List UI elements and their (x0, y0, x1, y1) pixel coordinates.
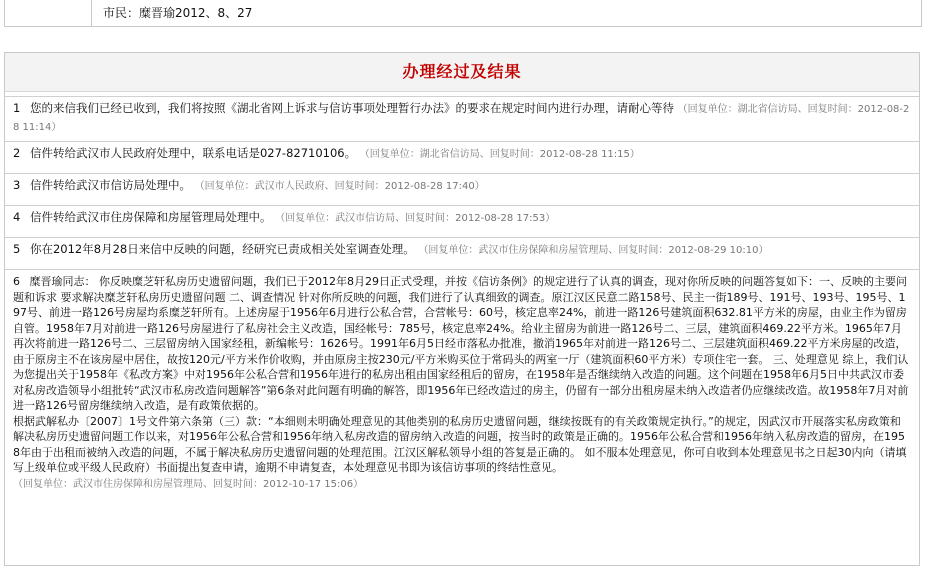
entry-number: 1 (13, 101, 21, 115)
citizen-row-label-cell (5, 0, 92, 26)
entry-meta: （回复单位：湖北省信访局、回复时间：2012-08-28 11:15） (359, 149, 640, 160)
entry-number: 3 (13, 178, 21, 192)
entry-text: 信件转给武汉市住房保障和房屋管理局处理中。 (29, 210, 272, 224)
entry-text: 您的来信我们已经已收到，我们将按照《湖北省网上诉求与信访事项处理暂行办法》的要求在规定时间内进行办理，请耐心等待 (29, 101, 674, 115)
entry-number: 6 (13, 275, 20, 288)
entry-meta: （回复单位：湖北省信访局、回复时间：2012-08-28 11:14） (13, 104, 910, 133)
entry-meta: （回复单位：武汉市信访局、回复时间：2012-08-28 17:53） (275, 213, 556, 224)
entry-meta: （回复单位：武汉市住房保障和房屋管理局、回复时间：2012-08-29 10:10） (418, 245, 769, 256)
entry-meta: （回复单位：武汉市住房保障和房屋管理局、回复时间：2012-10-17 15:06） (13, 478, 364, 490)
citizen-signature: 市民：糜晋瑜2012、8、27 (103, 6, 253, 20)
reply-entry (5, 141, 919, 173)
entry-text: 信件转给武汉市信访局处理中。 (29, 178, 191, 192)
entry-number: 5 (13, 242, 21, 256)
reply-entry (5, 205, 919, 237)
entry-text: 你在2012年8月28日来信中反映的问题，经研究已责成相关处室调查处理。 (29, 242, 415, 256)
reply-entry (5, 237, 919, 269)
entry-number: 4 (13, 210, 21, 224)
citizen-row (4, 0, 922, 27)
entry-meta: （回复单位：武汉市人民政府、回复时间：2012-08-28 17:40） (194, 181, 485, 192)
reply-entry (5, 269, 919, 496)
entry-text-continued: 根据武解私办〔2007〕1号文件第六条第（三）款：“本细则未明确处理意见的其他类别的私房历史遗留问题，继续按既有的有关政策规定执行。”的规定，因武汉市开展落实私房政策和解决私房历史遗留问题工作以来，对1956年公私合营和1956年纳入私房改造的留房纳入改造的问题，按当时的政策是正确的。1956年公私合营和1956年纳入私房改造的留房，在1958年由于出租而被纳入改造的问题，不属于解决私房历史遗留问题的处理范围。江汉区解私领导小组的答复是正确的。 如不服本处理意见，你可自收到本处理意见书之日起30内向（请填写上级单位或平级人民政府）书面提出复查申请，逾期不申请复查，本处理意见书即为该信访事项的终结性意见。 (13, 414, 907, 474)
process-result-panel (4, 52, 920, 566)
reply-entry (5, 173, 919, 205)
entry-number: 2 (13, 146, 21, 160)
reply-entry (5, 96, 919, 141)
entry-text: 信件转给武汉市人民政府处理中，联系电话是027-82710106。 (29, 146, 357, 160)
entry-text: 糜晋瑜同志： 你反映糜芝轩私房历史遗留问题，我们已于2012年8月29日正式受理，并按《信访条例》的规定进行了认真的调查，现对你所反映的问题答复如下：一、反映的主要问题和诉求 要求解决糜芝轩私房历史遗留问题 二、调查情况 针对你所反映的问题，我们进行了认真细致的调查。原江汉区民意二路158号、民主一街189号、191号、193号、195号、197号、前进一路126号房屋均系糜芝轩所有。上述房屋于1956年6月进行公私合营，合营帐号：60号，核定息率24%，前进一路126号建筑面积632.81平方米的房屋，由业主作为留房自管。1958年7月对前进一路126号房屋进行了私房社会主义改造，国经帐号：785号，核定息率24%。给业主留房为前进一路126号二、三层，建筑面积469.22平方米。1965年7月再次将前进一路126号二、三层留房纳入国家经租，新编帐号：1626号。1991年6月5日经市落私办批准，撤消1965年对前进一路126号二、三层建筑面积469.22平方米房屋的改造，由于原房主不在该房屋中居住，故按120元/平方米作价收购，并由原房主按230元/平方米购买位于常码头的两室一厅（建筑面积60平方米）专项住宅一套。 三、处理意见 综上，我们认为您提出关于1958年《私改方案》中对1956年公私合营和1956年进行的私房出租由国家经租后的留房，在1958年是否继续纳入改造的问题。这个问题在1958年6月5日中共武汉市委对私房改造领导小组批转“武汉市私房改造问题解答”第6条对此问题有明确的解答，即1956年已经改造过的房主，仍留有一部分出租房屋未纳入改造者仍应继续改造。故1958年7月对前进一路126号留房继续纳入改造，是有政策依据的。 (13, 275, 909, 412)
panel-title: 办理经过及结果 (5, 53, 919, 92)
